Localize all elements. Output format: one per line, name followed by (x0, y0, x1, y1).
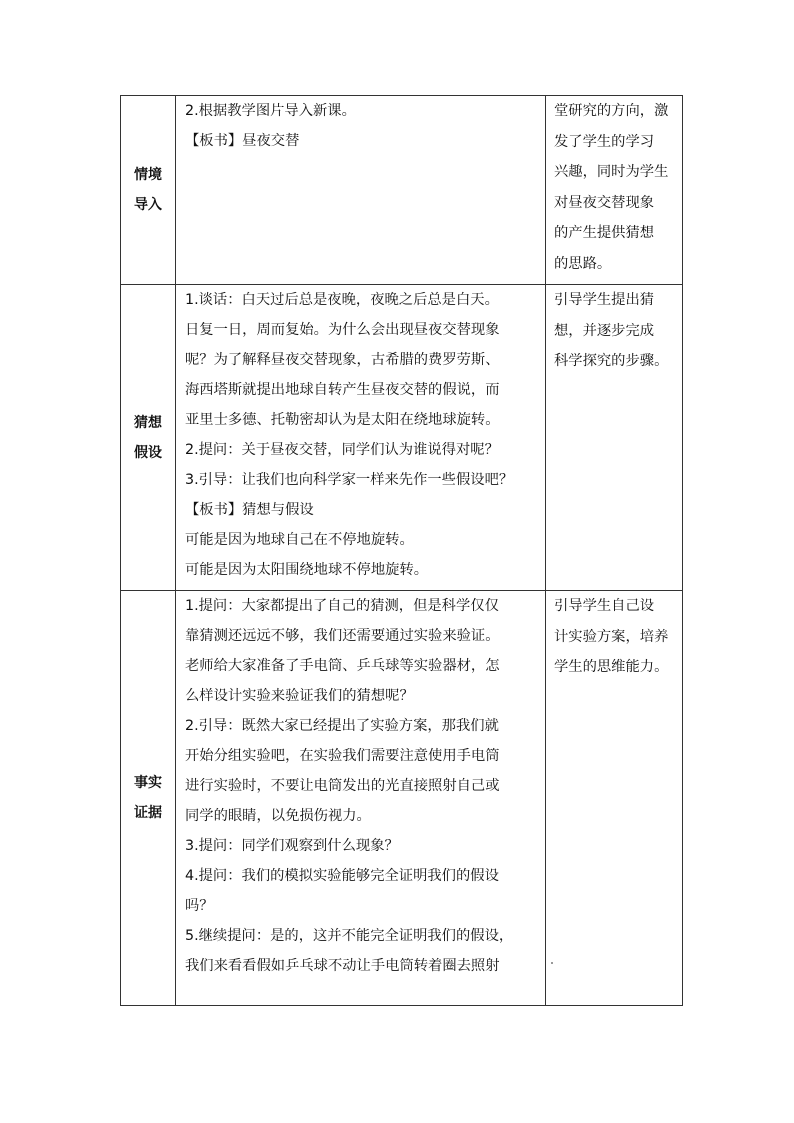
stray-mark (551, 962, 553, 964)
activity-line: 日复一日，周而复始。为什么会出现昼夜交替现象 (185, 322, 500, 338)
activity-line: 【板书】昼夜交替 (185, 133, 300, 149)
activity-line: 吗？ (185, 898, 214, 914)
intent-line: 想，并逐步完成 (554, 322, 655, 339)
stage-label: 导入 (134, 197, 162, 213)
activity-line: 呢？为了解释昼夜交替现象，古希腊的费罗劳斯、 (185, 352, 500, 368)
activity-line: 可能是因为太阳围绕地球不停地旋转。 (185, 562, 429, 578)
activity-line: 2.引导：既然大家已经提出了实验方案，那我们就 (185, 718, 499, 734)
intent-line: 兴趣，同时为学生 (554, 164, 669, 180)
table-row (121, 96, 683, 285)
stage-label: 猜想 (134, 414, 162, 431)
intent-line: 引导学生提出猜 (554, 292, 655, 308)
stage-label: 情境 (134, 167, 162, 183)
intent-line: 对昼夜交替现象 (554, 194, 655, 211)
activity-line: 2.提问：关于昼夜交替，同学们认为谁说得对呢？ (185, 442, 499, 458)
stage-label-cell (121, 285, 176, 591)
activity-line: 我们来看看假如乒乓球不动让手电筒转着圈去照射 (185, 958, 500, 974)
activity-line: 亚里士多德、托勒密却认为是太阳在绕地球旋转。 (185, 412, 500, 428)
intent-line: 计实验方案，培养 (554, 628, 669, 645)
stage-label-cell (121, 591, 176, 1006)
intent-cell (546, 591, 683, 1006)
intent-line: 科学探究的步骤。 (554, 353, 669, 369)
intent-cell (546, 96, 683, 285)
activity-line: 【板书】猜想与假设 (185, 502, 314, 518)
stage-label: 假设 (134, 444, 162, 461)
table-row (121, 285, 683, 591)
intent-line: 的思路。 (554, 255, 612, 272)
intent-cell (546, 285, 683, 591)
stage-label-cell (121, 96, 176, 285)
activity-line: 老师给大家准备了手电筒、乒乓球等实验器材，怎 (185, 658, 500, 674)
intent-line: 的产生提供猜想 (554, 225, 655, 241)
activity-line: 3.引导：让我们也向科学家一样来先作一些假设吧？ (185, 472, 514, 488)
activity-line: 4.提问：我们的模拟实验能够完全证明我们的假设 (185, 868, 499, 884)
activity-line: 2.根据教学图片导入新课。 (185, 103, 356, 119)
activity-line: 5.继续提问：是的，这并不能完全证明我们的假设， (185, 928, 514, 944)
stage-label: 事实 (134, 775, 162, 791)
activity-line: 1.提问：大家都提出了自己的猜测，但是科学仅仅 (185, 598, 499, 614)
activity-line: 进行实验时，不要让电筒发出的光直接照射自己或 (185, 778, 500, 794)
activity-line: 海西塔斯就提出地球自转产生昼夜交替的假说，而 (185, 382, 500, 398)
stage-label: 证据 (134, 805, 162, 821)
activity-line: 么样设计实验来验证我们的猜想呢？ (185, 688, 414, 704)
activity-cell (176, 285, 546, 591)
intent-line: 发了学生的学习 (554, 133, 655, 150)
intent-line: 堂研究的方向，激 (554, 103, 669, 119)
activity-line: 靠猜测还远远不够，我们还需要通过实验来验证。 (185, 628, 500, 644)
activity-cell (176, 96, 546, 285)
lesson-plan-table (120, 95, 683, 1006)
intent-line: 引导学生自己设 (554, 598, 655, 614)
table-row (121, 591, 683, 1006)
activity-cell (176, 591, 546, 1006)
activity-line: 3.提问：同学们观察到什么现象？ (185, 838, 399, 854)
activity-line: 1.谈话：白天过后总是夜晚，夜晚之后总是白天。 (185, 292, 499, 308)
intent-line: 学生的思维能力。 (554, 659, 669, 675)
activity-line: 可能是因为地球自己在不停地旋转。 (185, 532, 414, 548)
activity-line: 开始分组实验吧，在实验我们需要注意使用手电筒 (185, 748, 500, 764)
activity-line: 同学的眼睛，以免损伤视力。 (185, 808, 371, 824)
